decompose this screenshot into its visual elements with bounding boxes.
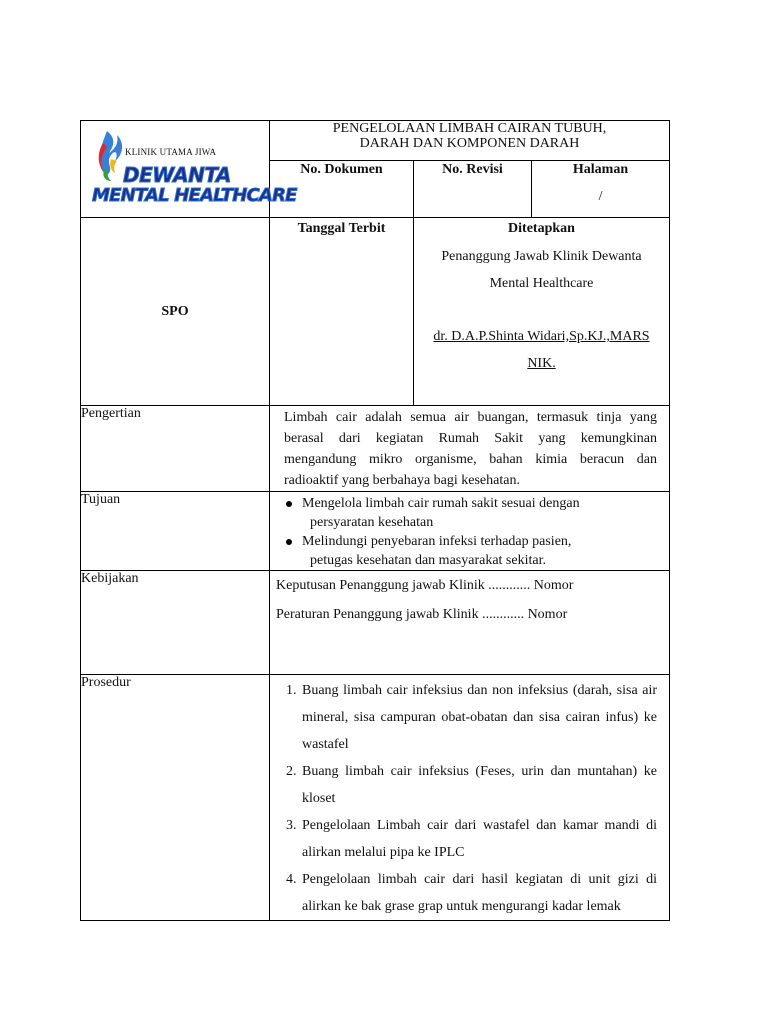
ditetapkan-line-1: Penanggung Jawab Klinik Dewanta	[441, 249, 642, 264]
tujuan-item-1-line-2: persyaratan kesehatan	[310, 515, 434, 530]
tanggal-terbit-cell	[270, 218, 414, 406]
list-item	[284, 494, 657, 532]
tujuan-label-cell	[81, 492, 270, 571]
list-item: 1. Buang limbah cair infeksius dan non infeksius (darah, sisa air mineral, sisa campuran obat-obatan dan sisa cairan infus) ke wastafel	[300, 677, 657, 758]
spo-label: SPO	[161, 303, 189, 319]
prosedur-label: Prosedur	[81, 675, 131, 690]
kebijakan-label: Kebijakan	[81, 571, 139, 586]
signer-nik: NIK.	[527, 356, 556, 371]
pengertian-label: Pengertian	[81, 406, 141, 421]
ditetapkan-label: Ditetapkan	[508, 221, 575, 236]
kebijakan-label-cell	[81, 571, 270, 675]
prosedur-label-cell	[81, 675, 270, 921]
no-dokumen-label: No. Dokumen	[300, 162, 383, 178]
tujuan-item-2-line-2: petugas kesehatan dan masyarakat sekitar.	[310, 553, 546, 568]
pengertian-text-cell	[270, 406, 670, 492]
signer-name: dr. D.A.P.Shinta Widari,Sp.KJ.,MARS	[433, 329, 650, 344]
tujuan-list	[270, 492, 669, 570]
prosedur-list-cell	[270, 675, 670, 921]
kebijakan-line-1: Keputusan Penanggung jawab Klinik ............ Nomor	[276, 578, 574, 593]
no-revisi-cell	[414, 161, 532, 218]
tujuan-label: Tujuan	[81, 492, 121, 507]
spo-label-cell	[81, 218, 270, 406]
halaman-value: /	[598, 189, 603, 205]
kebijakan-line-2: Peraturan Penanggung jawab Klinik ............ Nomor	[276, 607, 568, 622]
prosedur-list	[270, 675, 669, 920]
list-item: 2. Buang limbah cair infeksius (Feses, urin dan muntahan) ke kloset	[300, 758, 657, 812]
tujuan-item-1-line-1: Mengelola limbah cair rumah sakit sesuai dengan	[302, 496, 580, 511]
bullet-icon	[286, 501, 292, 507]
ditetapkan-cell	[414, 218, 670, 406]
document-title	[270, 121, 670, 161]
halaman-cell	[532, 161, 670, 218]
no-revisi-label: No. Revisi	[442, 162, 503, 178]
logo-line-3: MENTAL HEALTHCARE	[92, 185, 297, 206]
bullet-icon	[286, 539, 292, 545]
title-line-1: PENGELOLAAN LIMBAH CAIRAN TUBUH,	[332, 121, 607, 136]
kebijakan-text-cell	[270, 571, 670, 675]
logo-line-1: KLINIK UTAMA JIWA	[125, 147, 217, 157]
pengertian-text: Limbah cair adalah semua air buangan, termasuk tinja yang berasal dari kegiatan Rumah Sakit yang kemungkinan mengandung mikro organisme, bahan kimia beracun dan radioaktif yang berbahaya bagi kesehatan.	[284, 410, 658, 488]
title-line-2: DARAH DAN KOMPONEN DARAH	[359, 136, 580, 151]
tujuan-list-cell	[270, 492, 670, 571]
pengertian-label-cell	[81, 406, 270, 492]
clinic-logo	[92, 129, 297, 209]
halaman-label: Halaman	[572, 162, 629, 178]
logo-cell	[81, 121, 297, 218]
list-item: 3. Pengelolaan Limbah cair dari wastafel dan kamar mandi di alirkan melalui pipa ke IPLC	[300, 812, 657, 866]
list-item: 4. Pengelolaan limbah cair dari hasil kegiatan di unit gizi di alirkan ke bak grase grap untuk mengurangi kadar lemak	[300, 866, 657, 920]
list-item	[284, 532, 657, 570]
logo-line-2: DEWANTA	[123, 163, 231, 187]
ditetapkan-line-2: Mental Healthcare	[489, 276, 594, 291]
tujuan-item-2-line-1: Melindungi penyebaran infeksi terhadap pasien,	[302, 534, 572, 549]
tanggal-terbit-label: Tanggal Terbit	[297, 221, 386, 236]
spo-table	[80, 120, 670, 921]
